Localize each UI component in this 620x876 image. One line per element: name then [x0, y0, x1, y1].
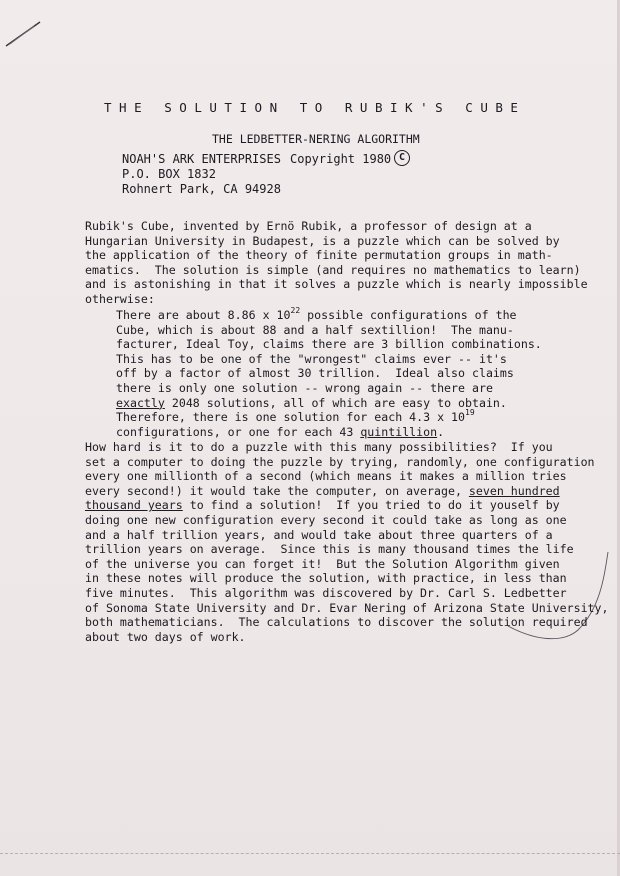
text-line: facturer, Ideal Toy, claims there are 3 billion combinations.	[116, 337, 542, 352]
copyright-text: Copyright 1980	[290, 152, 392, 166]
text-line: every second!) it would take the computer, on average,	[85, 483, 469, 498]
text-line: there is only one solution -- wrong again -- there are	[116, 380, 493, 395]
title-word: S O L U T I O N	[164, 100, 278, 115]
document-subtitle: THE LEDBETTER-NERING ALGORITHM	[212, 132, 420, 146]
document-title	[104, 100, 518, 115]
text-line: This has to be one of the "wrongest" claims ever -- it's	[116, 351, 507, 366]
text-line: possible configurations of the	[300, 308, 517, 322]
publisher-box: P.O. BOX 1832	[122, 167, 216, 181]
text-line: ematics. The solution is simple (and requires no mathematics to learn)	[85, 262, 581, 277]
analysis-paragraph	[85, 440, 609, 644]
underlined-text: quintillion	[360, 424, 438, 439]
underlined-text: thousand years	[85, 498, 183, 513]
text-line: five minutes. This algorithm was discovered by Dr. Carl S. Ledbetter	[85, 585, 567, 600]
text-line: 2048 solutions, all of which are easy to obtain.	[164, 395, 507, 410]
pen-stroke-icon	[4, 18, 44, 48]
text-line: every one millionth of a second (which means it makes a million tries	[85, 469, 567, 484]
text-line: and is astonishing in that it solves a puzzle which is nearly impossible	[85, 277, 588, 292]
text-line: both mathematicians. The calculations to discover the solution required	[85, 615, 588, 630]
text-line: in these notes will produce the solution, with practice, in less than	[85, 571, 567, 586]
exponent: 22	[290, 306, 301, 316]
text-line: Cube, which is about 88 and a half sextillion! The manu-	[116, 322, 514, 337]
underlined-text: exactly	[116, 395, 165, 410]
text-line: doing one new configuration every second it could take as long as one	[85, 512, 567, 527]
perforation-line	[0, 853, 620, 854]
text-line: off by a factor of almost 30 trillion. Ideal also claims	[116, 366, 514, 381]
title-word: T H E	[104, 100, 142, 115]
publisher-name: NOAH'S ARK ENTERPRISES	[122, 152, 281, 166]
title-word: T O	[299, 100, 323, 115]
copyright-symbol-icon: C	[394, 150, 410, 166]
quote-paragraph	[116, 308, 542, 439]
title-word: R U B I K ' S	[344, 100, 443, 115]
text-line: configurations, or one for each 43	[116, 424, 361, 439]
text-line: the application of the theory of finite permutation groups in math-	[85, 248, 553, 263]
title-word: C U B E	[465, 100, 518, 115]
publisher-address	[122, 152, 281, 197]
text-line: and a half trillion years, and would take about three quarters of a	[85, 527, 553, 542]
text-line: Therefore, there is one solution for each 4.3 x 10	[116, 410, 466, 425]
text-line: about two days of work.	[85, 629, 246, 644]
text-line: otherwise:	[85, 291, 155, 306]
text-line: of Sonoma State University and Dr. Evar Nering of Arizona State University,	[85, 600, 609, 615]
text-line: Rubik's Cube, invented by Ernö Rubik, a professor of design at a	[85, 219, 532, 233]
publisher-city: Rohnert Park, CA 94928	[122, 182, 281, 196]
text-line: How hard is it to do a puzzle with this many possibilities? If you	[85, 440, 553, 454]
text-line: trillion years on average. Since this is many thousand times the life	[85, 542, 574, 557]
text-line: to find a solution! If you tried to do it youself by	[182, 498, 560, 513]
intro-paragraph	[85, 219, 588, 307]
text-line: Hungarian University in Budapest, is a puzzle which can be solved by	[85, 233, 560, 248]
text-line: set a computer to doing the puzzle by trying, randomly, one configuration	[85, 454, 595, 469]
text-line: of the universe you can forget it! But the Solution Algorithm given	[85, 556, 560, 571]
underlined-text: seven hundred	[468, 483, 560, 498]
exponent: 19	[465, 408, 475, 418]
text-line: .	[437, 424, 445, 439]
text-line: There are about 8.86 x 10	[116, 308, 291, 322]
